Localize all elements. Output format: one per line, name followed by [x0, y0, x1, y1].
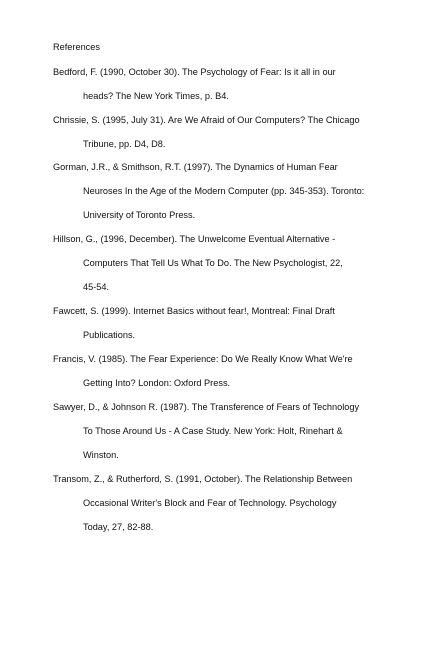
reference-line: To Those Around Us - A Case Study. New York: Holt, Rinehart & [83, 426, 343, 436]
reference-line: Neuroses In the Age of the Modern Computer (pp. 345-353). Toronto: [83, 186, 365, 196]
reference-line: Today, 27, 82-88. [83, 522, 154, 532]
reference-line: Tribune, pp. D4, D8. [83, 139, 166, 149]
reference-line: Sawyer, D., & Johnson R. (1987). The Transference of Fears of Technology [53, 402, 360, 412]
reference-line: 45-54. [83, 282, 110, 292]
reference-line: University of Toronto Press. [83, 210, 196, 220]
references-heading: References [53, 42, 100, 52]
reference-line: Chrissie, S. (1995, July 31). Are We Afraid of Our Computers? The Chicago [53, 115, 360, 125]
reference-line: Hillson, G., (1996, December). The Unwelcome Eventual Alternative - [53, 234, 336, 244]
reference-line: heads? The New York Times, p. B4. [83, 91, 229, 101]
reference-line: Transom, Z., & Rutherford, S. (1991, October). The Relationship Between [53, 474, 353, 484]
reference-line: Computers That Tell Us What To Do. The New Psychologist, 22, [83, 258, 343, 268]
reference-line: Fawcett, S. (1999). Internet Basics without fear!, Montreal: Final Draft [53, 306, 335, 316]
reference-line: Getting Into? London: Oxford Press. [83, 378, 231, 388]
reference-line: Winston. [83, 450, 119, 460]
reference-line: Bedford, F. (1990, October 30). The Psychology of Fear: Is it all in our [53, 67, 336, 77]
reference-line: Publications. [83, 330, 136, 340]
reference-line: Gorman, J.R., & Smithson, R.T. (1997). The Dynamics of Human Fear [53, 162, 338, 172]
reference-line: Francis, V. (1985). The Fear Experience: Do We Really Know What We're [53, 354, 353, 364]
reference-line: Occasional Writer's Block and Fear of Technology. Psychology [83, 498, 337, 508]
